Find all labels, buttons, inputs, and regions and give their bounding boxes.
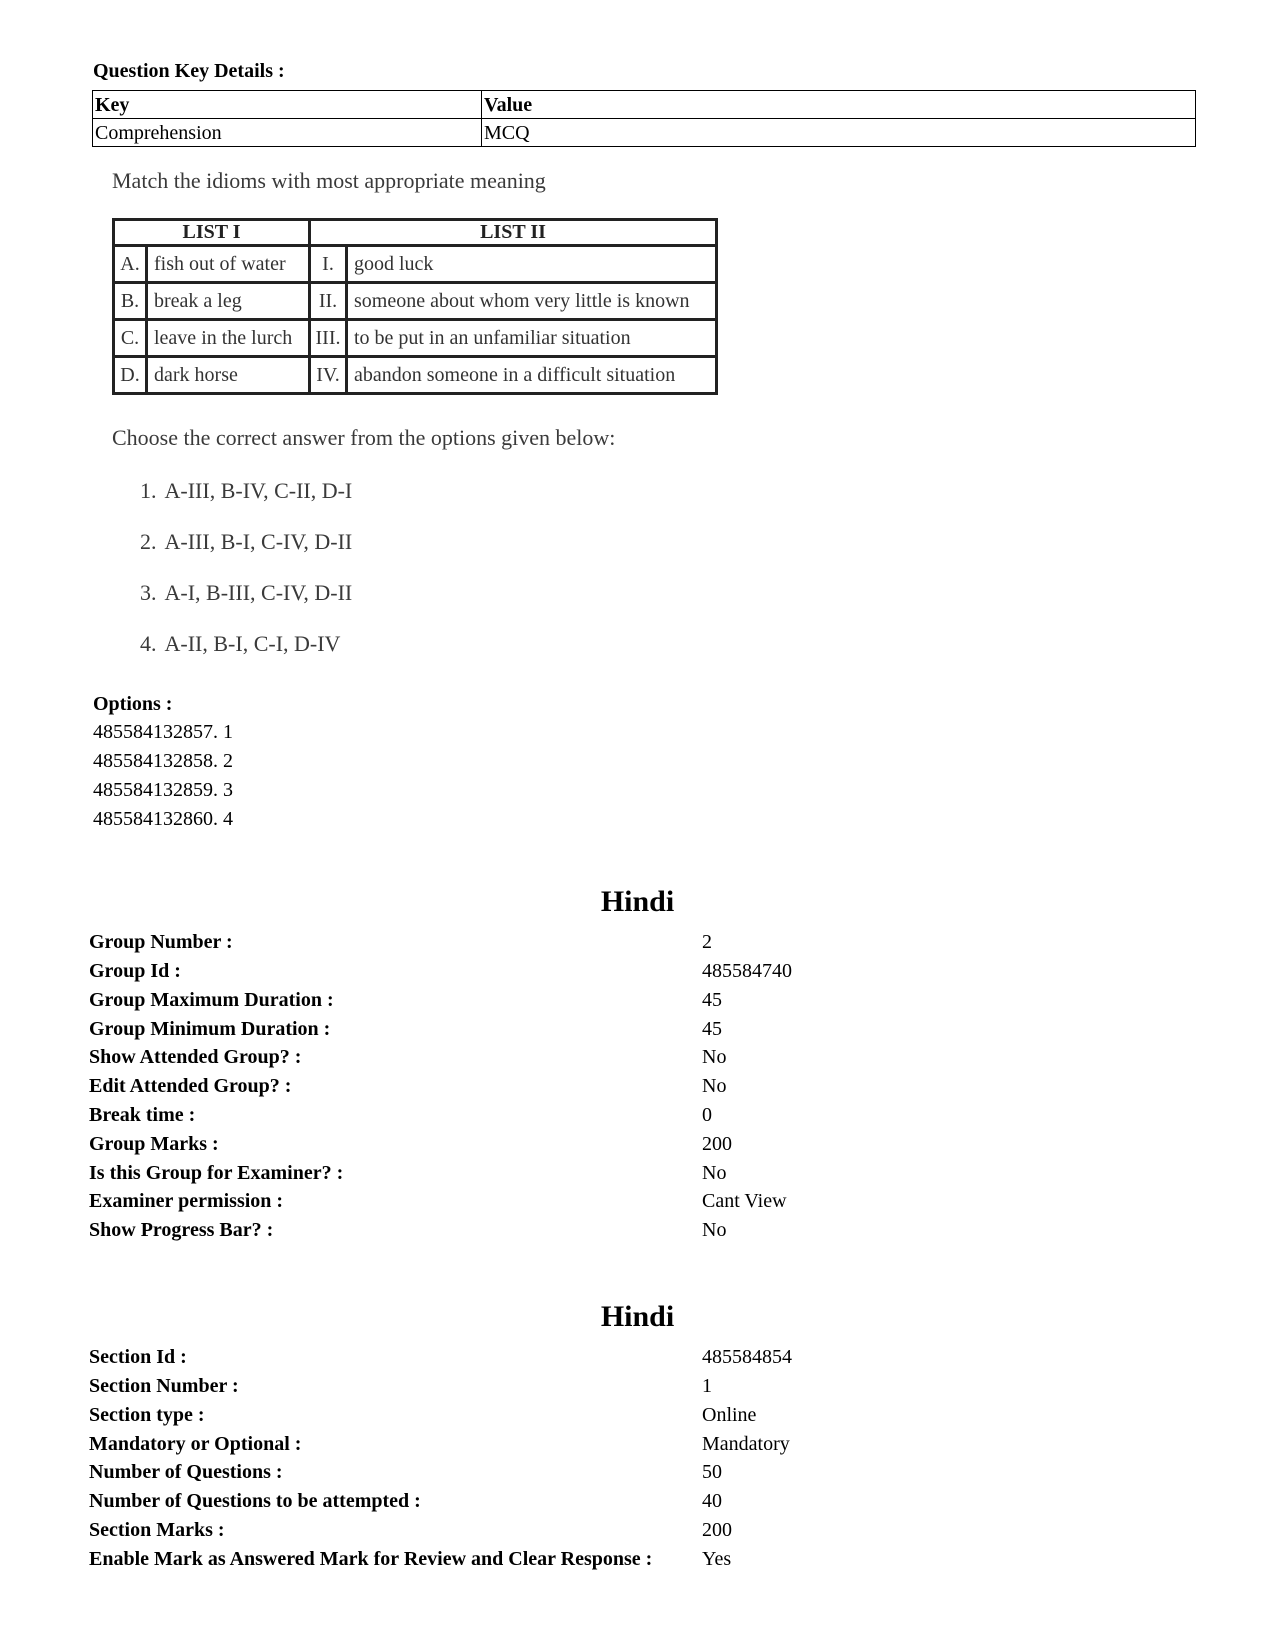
idioms-row [114, 246, 717, 283]
options-title: Options : [93, 693, 173, 715]
detail-label: Group Minimum Duration : [89, 1018, 331, 1040]
section-detail-label [89, 1518, 225, 1542]
section-detail-label [89, 1489, 421, 1513]
answer-option-number: 1. [140, 478, 157, 503]
option-id-line: 485584132859. 3 [93, 779, 233, 801]
detail-label: Is this Group for Examiner? : [89, 1162, 344, 1184]
detail-value: 0 [702, 1104, 712, 1126]
row-roman: III. [310, 320, 347, 357]
answer-option [140, 478, 352, 504]
row-letter: B. [114, 283, 147, 320]
idioms-match-table [112, 218, 718, 395]
detail-label: Group Marks : [89, 1133, 219, 1155]
answer-option-text: A-III, B-IV, C-II, D-I [164, 478, 353, 503]
detail-value: No [702, 1075, 727, 1097]
detail-label: Section type : [89, 1404, 205, 1426]
section-detail-label [89, 1432, 301, 1456]
list1-header: LIST I [114, 220, 310, 246]
detail-label: Number of Questions : [89, 1461, 283, 1483]
detail-label: Number of Questions to be attempted : [89, 1490, 421, 1512]
detail-value: 485584740 [702, 960, 792, 982]
detail-value: 200 [702, 1133, 732, 1155]
group-detail-label [89, 1017, 330, 1041]
group-detail-label [89, 1074, 291, 1098]
group-detail-label [89, 1161, 343, 1185]
detail-label: Group Maximum Duration : [89, 989, 334, 1011]
answer-option-text: A-III, B-I, C-IV, D-II [164, 529, 353, 554]
meaning-cell: abandon someone in a difficult situation [347, 357, 717, 394]
detail-label: Group Number : [89, 931, 233, 953]
section-detail-label [89, 1403, 205, 1427]
detail-label: Examiner permission : [89, 1190, 284, 1212]
detail-value: 45 [702, 1018, 722, 1040]
answer-option-text: A-I, B-III, C-IV, D-II [164, 580, 353, 605]
row-roman: IV. [310, 357, 347, 394]
section-detail-label [89, 1345, 187, 1369]
group-detail-label [89, 988, 334, 1012]
option-id-line: 485584132857. 1 [93, 721, 233, 743]
question-image [100, 160, 740, 685]
detail-label: Section Id : [89, 1346, 187, 1368]
detail-label: Show Progress Bar? : [89, 1219, 274, 1241]
meaning-cell: good luck [347, 246, 717, 283]
detail-value: 1 [702, 1375, 712, 1397]
detail-label: Mandatory or Optional : [89, 1433, 302, 1455]
idioms-row [114, 283, 717, 320]
detail-value: No [702, 1162, 727, 1184]
value-header: Value [482, 91, 1196, 119]
section-detail-label [89, 1547, 652, 1571]
idioms-row [114, 320, 717, 357]
option-id-line: 485584132858. 2 [93, 750, 233, 772]
row-letter: D. [114, 357, 147, 394]
section-detail-label [89, 1460, 283, 1484]
section-details-title: Hindi [600, 1300, 675, 1333]
detail-value: No [702, 1219, 727, 1241]
group-detail-label [89, 959, 181, 983]
choose-instruction: Choose the correct answer from the options given below: [112, 425, 616, 450]
question-key-details-title: Question Key Details : [93, 60, 285, 82]
answer-option [140, 580, 352, 606]
detail-label: Break time : [89, 1104, 196, 1126]
group-detail-label [89, 1132, 219, 1156]
row-letter: A. [114, 246, 147, 283]
answer-option-number: 2. [140, 529, 157, 554]
group-detail-label [89, 1218, 273, 1242]
detail-value: 2 [702, 931, 712, 953]
detail-value: 45 [702, 989, 722, 1011]
idiom-cell: dark horse [147, 357, 310, 394]
group-detail-label [89, 1045, 301, 1069]
group-detail-label [89, 1103, 195, 1127]
question-key-table [92, 90, 1196, 147]
group-detail-label [89, 1189, 283, 1213]
detail-value: 485584854 [702, 1346, 792, 1368]
detail-label: Show Attended Group? : [89, 1046, 302, 1068]
detail-label: Group Id : [89, 960, 181, 982]
detail-label: Enable Mark as Answered Mark for Review and Clear Response : [89, 1548, 653, 1570]
answer-option [140, 529, 352, 555]
detail-value: 200 [702, 1519, 732, 1541]
key-cell: Comprehension [93, 119, 482, 147]
group-detail-label [89, 930, 233, 954]
detail-value: Online [702, 1404, 757, 1426]
answer-option-number: 4. [140, 631, 157, 656]
section-detail-label [89, 1374, 239, 1398]
group-section-title: Hindi [600, 885, 675, 918]
idioms-header-row [114, 220, 717, 246]
idiom-cell: fish out of water [147, 246, 310, 283]
detail-value: Cant View [702, 1190, 787, 1212]
key-header: Key [93, 91, 482, 119]
idiom-cell: break a leg [147, 283, 310, 320]
value-cell: MCQ [482, 119, 1196, 147]
answer-option-text: A-II, B-I, C-I, D-IV [164, 631, 341, 656]
list2-header: LIST II [310, 220, 717, 246]
detail-label: Section Marks : [89, 1519, 225, 1541]
detail-label: Edit Attended Group? : [89, 1075, 292, 1097]
idioms-row [114, 357, 717, 394]
question-key-header-row [93, 91, 1196, 119]
idiom-cell: leave in the lurch [147, 320, 310, 357]
detail-value: 40 [702, 1490, 722, 1512]
question-key-row [93, 119, 1196, 147]
detail-value: No [702, 1046, 727, 1068]
detail-value: 50 [702, 1461, 722, 1483]
row-roman: I. [310, 246, 347, 283]
question-prompt: Match the idioms with most appropriate meaning [112, 168, 546, 193]
meaning-cell: someone about whom very little is known [347, 283, 717, 320]
row-roman: II. [310, 283, 347, 320]
row-letter: C. [114, 320, 147, 357]
meaning-cell: to be put in an unfamiliar situation [347, 320, 717, 357]
answer-option [140, 631, 340, 657]
answer-option-number: 3. [140, 580, 157, 605]
detail-value: Yes [702, 1548, 732, 1570]
option-id-line: 485584132860. 4 [93, 808, 233, 830]
detail-value: Mandatory [702, 1433, 790, 1455]
detail-label: Section Number : [89, 1375, 239, 1397]
